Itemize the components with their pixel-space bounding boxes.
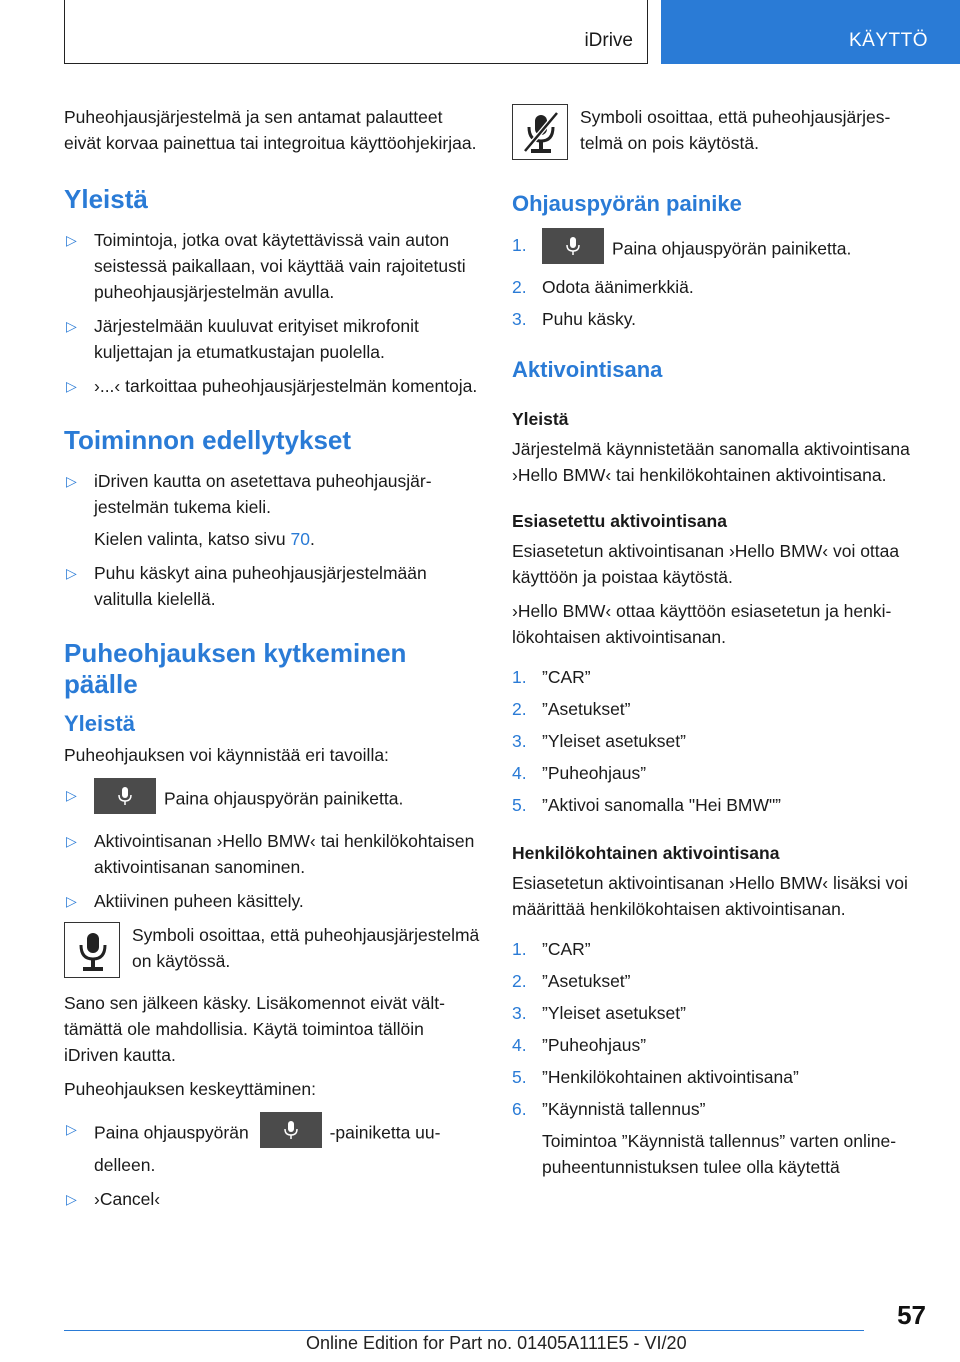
right-column	[512, 104, 927, 1180]
heading-switch-on: Puheohjauksen kytkeminen päälle	[64, 638, 407, 699]
triangle-bullet-icon: ▷	[66, 318, 77, 334]
symbol-active-text: Symboli osoittaa, että puheohjausjärjestelmä on käytössä.	[132, 925, 480, 971]
list-item: 4. ”Puheohjaus”	[512, 1035, 647, 1055]
heading-activation-word: Aktivointisana	[512, 357, 663, 382]
general-list	[64, 227, 482, 399]
preset-text-1: Esiasetetun aktivointisanan ›Hello BMW‹ voi ottaa käyttöön ja poistaa käytöstä.	[512, 541, 900, 587]
list-item: ▷ iDriven kautta on asetettava puheohjausjärjestelmän tukema kieli. Kielen valinta, katso sivu 70.	[64, 468, 482, 552]
after-command-text: Sano sen jälkeen käsky. Lisäkomennot eivät välttämättä ole mahdollisia. Käytä toimintoa tällöin iDriven kautta.	[64, 993, 445, 1065]
switch-intro: Puheohjauksen voi käynnistää eri tavoilla:	[64, 745, 389, 765]
triangle-bullet-icon: ▷	[66, 787, 77, 803]
list-item: ▷ Paina ohjauspyörän painiketta.	[64, 782, 482, 818]
list-item: 2. ”Asetukset”	[512, 699, 631, 719]
subheading-preset: Esiasetettu aktivointisana	[512, 511, 727, 531]
list-item: ▷ Puhu käskyt aina puheohjausjärjestelmään valitulla kielellä.	[64, 560, 482, 612]
list-item: 4. ”Puheohjaus”	[512, 763, 647, 783]
header-section-box	[64, 0, 648, 64]
steering-voice-button	[94, 778, 156, 814]
personal-text: Esiasetetun aktivointisanan ›Hello BMW‹ lisäksi voi määrittää henkilökohtaisen aktivointisanan.	[512, 873, 908, 919]
header-chapter: KÄYTTÖ	[848, 30, 928, 51]
list-item: ▷ ›Cancel‹	[64, 1186, 482, 1212]
footer-edition: Online Edition for Part no. 01405A111E5 - VI/20	[306, 1333, 687, 1353]
triangle-bullet-icon: ▷	[66, 565, 77, 581]
header-chapter-box	[661, 0, 960, 64]
microphone-icon	[118, 787, 132, 805]
cancel-intro: Puheohjauksen keskeyttäminen:	[64, 1079, 316, 1099]
preset-steps	[512, 664, 927, 818]
triangle-bullet-icon: ▷	[66, 1191, 77, 1207]
preset-text-2: ›Hello BMW‹ ottaa käyttöön esiasetetun ja henkilökohtaisen aktivointisanan.	[512, 601, 892, 647]
left-column	[64, 104, 482, 1212]
triangle-bullet-icon: ▷	[66, 833, 77, 849]
steering-steps	[512, 232, 927, 332]
heading-prerequisites: Toiminnon edellytykset	[64, 425, 352, 455]
header-section: iDrive	[584, 30, 633, 51]
microphone-active-icon	[64, 922, 120, 978]
footer-divider	[64, 1330, 864, 1331]
page-number: 57	[897, 1300, 926, 1330]
heading-general: Yleistä	[64, 184, 148, 214]
microphone-off-icon	[512, 104, 568, 160]
list-item: ▷ Toimintoja, jotka ovat käytettävissä vain auton seistessä paikallaan, voi käyttää vain rajoitetusti puheohjausjärjestelmän avulla.	[64, 227, 482, 305]
subheading-general: Yleistä	[64, 711, 135, 736]
list-item: 1. ”CAR”	[512, 939, 591, 959]
list-item: ▷ ›...‹ tarkoittaa puheohjausjärjestelmän komentoja.	[64, 373, 482, 399]
heading-steering-button: Ohjauspyörän painike	[512, 191, 742, 216]
list-item: ▷ Järjestelmään kuuluvat erityiset mikrofonit kuljettajan ja etumatkustajan puolella.	[64, 313, 482, 365]
page-link[interactable]: 70	[290, 529, 310, 549]
steering-voice-button	[260, 1112, 322, 1148]
list-item: 3. ”Yleiset asetukset”	[512, 731, 686, 751]
list-item: 2. ”Asetukset”	[512, 971, 631, 991]
list-item: 1. Paina ohjauspyörän painiketta.	[512, 232, 927, 268]
triangle-bullet-icon: ▷	[66, 232, 77, 248]
intro-text: Puheohjausjärjestelmä ja sen antamat palautteet eivät korvaa painettua tai integroitua käyttöohjekirjaa.	[64, 107, 477, 153]
list-item: 5. ”Aktivoi sanomalla "Hei BMW"”	[512, 795, 782, 815]
triangle-bullet-icon: ▷	[66, 1121, 77, 1137]
list-item: ▷ Paina ohjauspyörän -painiketta uudelleen.	[64, 1116, 482, 1178]
microphone-icon	[566, 237, 580, 255]
list-item: 3. ”Yleiset asetukset”	[512, 1003, 686, 1023]
microphone-icon	[284, 1121, 298, 1139]
subheading-personal: Henkilökohtainen aktivointisana	[512, 843, 780, 863]
steering-voice-button	[542, 228, 604, 264]
language-reference: Kielen valinta, katso sivu 70.	[94, 529, 315, 549]
symbol-off-text: Symboli osoittaa, että puheohjausjärjestelmä on pois käytöstä.	[580, 107, 891, 153]
subheading-general: Yleistä	[512, 409, 569, 429]
list-item: ▷ Aktiivinen puheen käsittely.	[64, 888, 482, 914]
cancel-list	[64, 1116, 482, 1212]
list-item: 3. Puhu käsky.	[512, 309, 637, 329]
symbol-active-row	[64, 922, 482, 978]
list-item: 6. ”Käynnistä tallennus” Toimintoa ”Käynnistä tallennus” varten online-puheentunnistuksen tulee olla käytettä	[512, 1096, 927, 1180]
symbol-off-row	[512, 104, 927, 160]
personal-steps	[512, 936, 927, 1180]
list-item: 1. ”CAR”	[512, 667, 591, 687]
prereq-list	[64, 468, 482, 612]
personal-note: Toimintoa ”Käynnistä tallennus” varten online-puheentunnistuksen tulee olla käytettä	[542, 1131, 897, 1177]
switch-list	[64, 782, 482, 914]
activation-general-text: Järjestelmä käynnistetään sanomalla aktivointisana ›Hello BMW‹ tai henkilökohtainen aktivointisana.	[512, 439, 910, 485]
list-item: 2. Odota äänimerkkiä.	[512, 277, 694, 297]
triangle-bullet-icon: ▷	[66, 893, 77, 909]
list-item: 5. ”Henkilökohtainen aktivointisana”	[512, 1067, 799, 1087]
triangle-bullet-icon: ▷	[66, 473, 77, 489]
triangle-bullet-icon: ▷	[66, 378, 77, 394]
list-item: ▷ Aktivointisanan ›Hello BMW‹ tai henkilökohtaisen aktivointisanan sanominen.	[64, 828, 482, 880]
